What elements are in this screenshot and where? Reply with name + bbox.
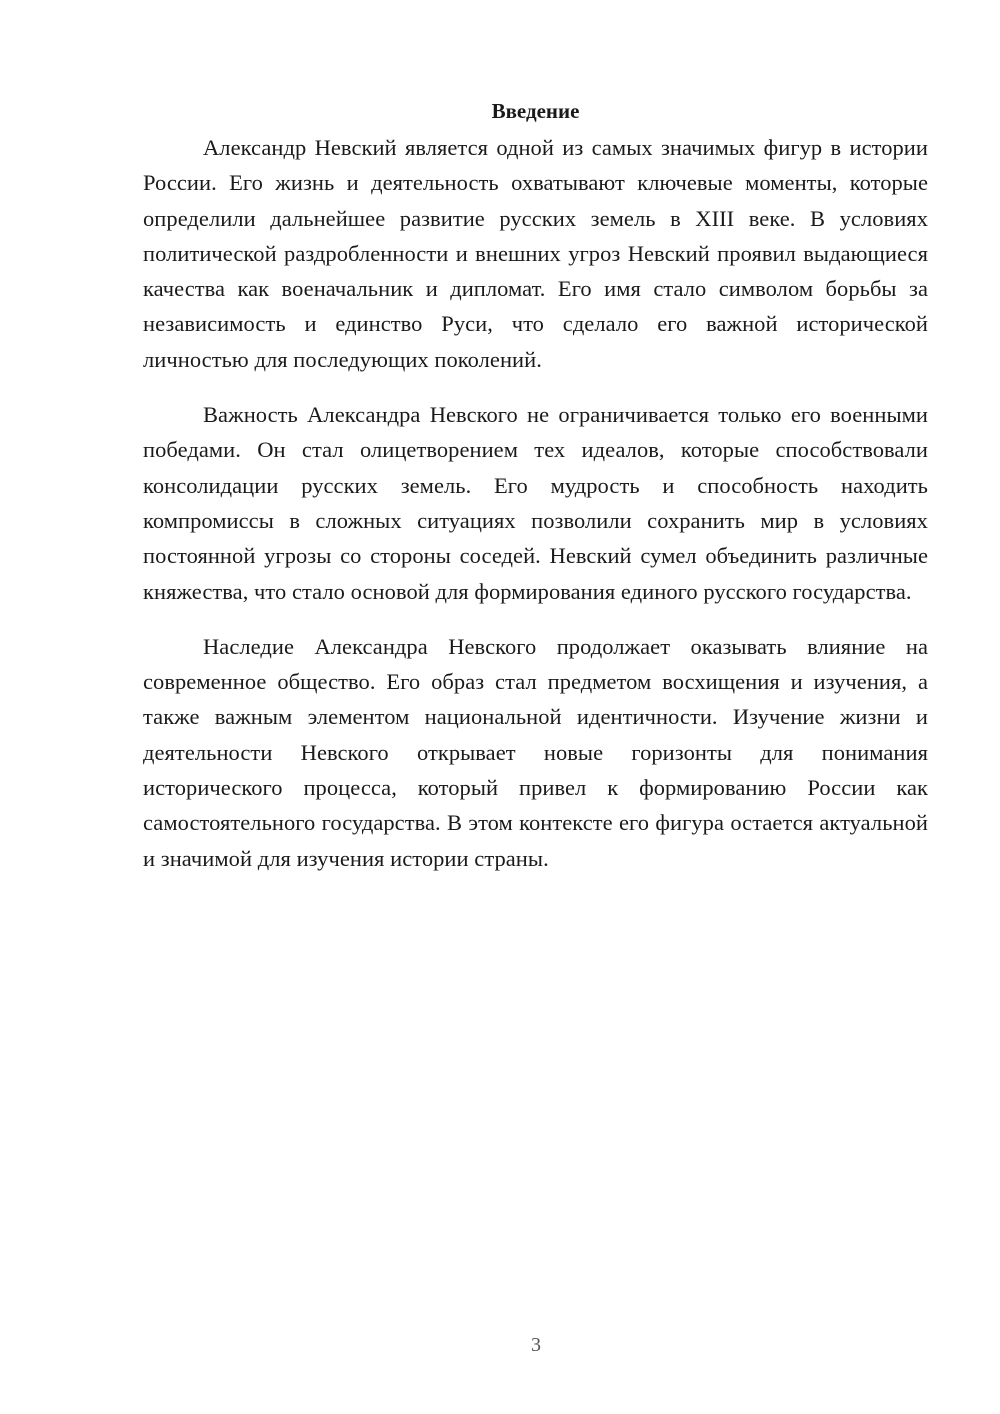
paragraph-3: Наследие Александра Невского продолжает оказывать влияние на современное общество. Его образ стал предметом восхищения и изучения, а также важным элементом национальной идентичности. Изучение жизни и деятельности Невского открывает новые горизонты для понимания исторического процесса, который привел к формированию России как самостоятельного государства. В этом контексте его фигура остается актуальной и значимой для изучения истории страны. xyxy=(143,633,928,871)
page-content xyxy=(143,96,928,896)
paragraph-2: Важность Александра Невского не ограничивается только его военными победами. Он стал олицетворением тех идеалов, которые способствовали консолидации русских земель. Его мудрость и способность находить компромиссы в сложных ситуациях позволили сохранить мир в условиях постоянной угрозы со стороны соседей. Невский сумел объединить различные княжества, что стало основой для формирования единого русского государства. xyxy=(143,402,928,604)
page-number: 3 xyxy=(531,1334,541,1356)
section-heading: Введение xyxy=(491,99,580,123)
paragraph-1: Александр Невский является одной из самых значимых фигур в истории России. Его жизнь и деятельность охватывают ключевые моменты, которые определили дальнейшее развитие русских земель в XIII веке. В условиях политической раздробленности и внешних угроз Невский проявил выдающиеся качества как военачальник и дипломат. Его имя стало символом борьбы за независимость и единство Руси, что сделало его важной исторической личностью для последующих поколений. xyxy=(143,135,928,372)
